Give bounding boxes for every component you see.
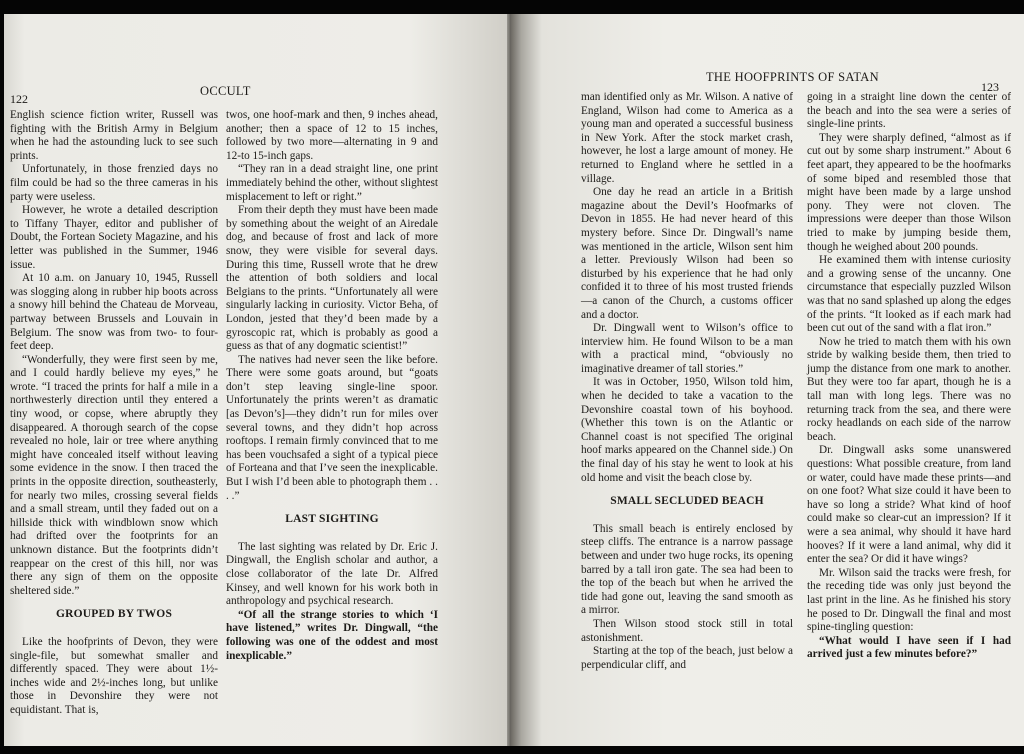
paragraph: Dr. Dingwall went to Wilson’s office to interview him. He found Wilson to be a man with a practical mind, “obviously no imaginative dreamer of tall stories.”	[581, 322, 793, 375]
paragraph: This small beach is entirely enclosed by steep cliffs. The entrance is a narrow passage between and under two huge rocks, its opening barred by a tall iron gate. The sea had been to the top of the beach but when he arrived the tide had gone out, leaving the sand smooth as a mirror.	[581, 522, 793, 617]
right-column-1	[581, 91, 793, 672]
paragraph: “They ran in a dead straight line, one print immediately behind the other, without slightest misplacement to left or right.”	[226, 163, 439, 203]
left-column-1	[10, 109, 218, 718]
paragraph: Now he tried to match them with his own stride by walking beside them, then tried to jump the distance from one mark to another. But they were too far apart, though he is a tall man with long legs. There was no returning track from the sea, and there were rocky headlands on each side of the narrow beach.	[807, 335, 1011, 443]
paragraph: twos, one hoof-mark and then, 9 inches ahead, another; then a space of 12 to 15 inches, followed by two more—alternating in 9 and 12-to 15-inch gaps.	[226, 109, 438, 162]
paragraph: Unfortunately, in those frenzied days no film could be had so the three cameras in his party were useless.	[10, 163, 218, 203]
paragraph: At 10 a.m. on January 10, 1945, Russell was slogging along in rubber hip boots across a snowy hill behind the Chateau de Morveau, partway between Brussels and Louvain in Belgium. The snow was from two- to four-feet deep.	[10, 272, 218, 353]
paragraph: Starting at the top of the beach, just below a perpendicular cliff, and	[581, 645, 793, 671]
paragraph: “What would I have seen if I had arrived just a few minutes before?”	[807, 634, 1011, 661]
paragraph: From their depth they must have been made by something about the weight of an Airedale dog, and because of frost and lack of more snow, they were visible for several days. During this time, Russell wrote that he drew the attention of both soldiers and local Belgians to the prints. “Unfortunately all were singularly lacking in curiosity. Victor Beha, of London, jested that they’d been made by a gyroscopic rat, which is probably as good a guess as that of any dogmatic scientist!”	[226, 204, 438, 353]
left-column-2	[226, 109, 438, 663]
paragraph: English science fiction writer, Russell was fighting with the British Army in Belgium when he had the astounding luck to see such prints.	[10, 109, 218, 162]
paragraph: The last sighting was related by Dr. Eric J. Dingwall, the English scholar and author, a close collaborator of the late Dr. Alfred Kinsey, and well known for his work both in anthropology and psychical research.	[226, 540, 438, 608]
page-number-left: 122	[10, 92, 28, 106]
running-head-left: OCCULT	[200, 84, 251, 98]
section-heading: SMALL SECLUDED BEACH	[610, 495, 764, 508]
paragraph: He examined them with intense curiosity and a growing sense of the uncanny. One circumstance that especially puzzled Wilson was that no sand splashed up along the edges of the prints. “It looked as if each mark had been cut out of the sand with a flat iron.”	[807, 254, 1011, 335]
paragraph: “Wonderfully, they were first seen by me, and I could hardly believe my eyes,” he wrote. “I traced the prints for half a mile in a northwesterly direction until they entered a tiny wood, or copse, where abruptly they disappeared. A thorough search of the copse revealed no hole, lair or tree where anything might have concealed itself without leaving some evidence in the snow. I then traced the prints in the opposite direction, southeasterly, for nearly two miles, crossing several fields and a small stream, until they faded out on a hillside thick with windblown snow which had drifted over the footprints for an unknown distance. But the footprints didn’t reappear on the crest of this hill, nor was there any sign of them on the opposite sheltered side.”	[10, 353, 218, 597]
paragraph: They were sharply defined, “almost as if cut out by some sharp instrument.” About 6 feet apart, they appeared to be the hoofmarks of some biped and resembled those that might have been made by a large unshod pony. They were not cloven. The impressions were deeper than those Wilson tried to make by jumping beside them, though he weighed about 200 pounds.	[807, 131, 1011, 253]
section-heading: GROUPED BY TWOS	[55, 608, 173, 621]
paragraph: Dr. Dingwall asks some unanswered questions: What possible creature, from land or water, could have made these prints—and on one foot? What size could it have been to have so long a stride? What kind of hoof could make so clear-cut an impression? If it were a sea animal, why should it have hard hooves? If it were a land animal, why did it enter the sea? Or did it have wings?	[807, 444, 1011, 566]
paragraph: However, he wrote a detailed description to Tiffany Thayer, editor and publisher of Doubt, the Fortean Society Magazine, and his letter was published in the Summer, 1946 issue.	[10, 204, 218, 271]
paragraph: Mr. Wilson said the tracks were fresh, for the receding tide was only just beyond the last print in the line. As he finished his story he posed to Dr. Dingwall the final and most spine-tingling question:	[807, 566, 1011, 634]
paragraph: man identified only as Mr. Wilson. A native of England, Wilson had come to America as a young man and operated a successful business in New York. After the stock market crash, however, he lost a large amount of money. He returned to England where he settled in a village.	[581, 91, 793, 185]
paragraph: Then Wilson stood stock still in total astonishment.	[581, 617, 793, 644]
paragraph: Like the hoofprints of Devon, they were single-file, but somewhat smaller and differently spaced. They were about 1½-inches wide and 2½-inches long, but unlike those in Devonshire they were not equidistant. That is,	[10, 635, 218, 716]
paragraph: One day he read an article in a British magazine about the Devil’s Hoofmarks of Devon in 1855. He had never heard of this mystery before. Since Dr. Dingwall’s name was mentioned in the article, Wilson sent him a letter. Previously Wilson had been so disturbed by his experience that he had only confided it to three of his most trusted friends—a canon of the Church, a customs officer and a doctor.	[581, 186, 793, 321]
running-head-right: THE HOOFPRINTS OF SATAN	[706, 70, 879, 84]
right-page	[511, 14, 1024, 746]
paragraph: It was in October, 1950, Wilson told him, when he decided to take a vacation to the Devonshire coastal town of his boyhood. (Whether this town is on the Atlantic or Channel coast is not specified The original hoof marks appeared on the Channel side.) On the final day of his stay he went to look at his old home and visit the beach close by.	[581, 376, 793, 484]
paragraph: The natives had never seen the like before. There were some goats around, but “goats don’t step leaving single-line spoor. Unfortunately the prints weren’t as dramatic [as Devon’s]—they didn’t run for miles over several towns, and they didn’t hop across rooftops. I remain firmly convinced that to me has been vouchsafed a sight of a typical piece of Forteana and that I’ve seen the inexplicable. But I wish I’d been able to photograph them . . . .”	[226, 353, 438, 502]
section-heading: LAST SIGHTING	[285, 513, 379, 526]
paragraph: “Of all the strange stories to which ‘I have listened,” writes Dr. Dingwall, “the following was one of the oddest and most inexplicable.”	[226, 608, 438, 662]
left-page	[4, 14, 511, 746]
right-column-2	[807, 91, 1011, 662]
page-number-right: 123	[981, 80, 999, 94]
paragraph: going in a straight line down the center of the beach and into the sea were a series of single-line prints.	[807, 91, 1011, 131]
